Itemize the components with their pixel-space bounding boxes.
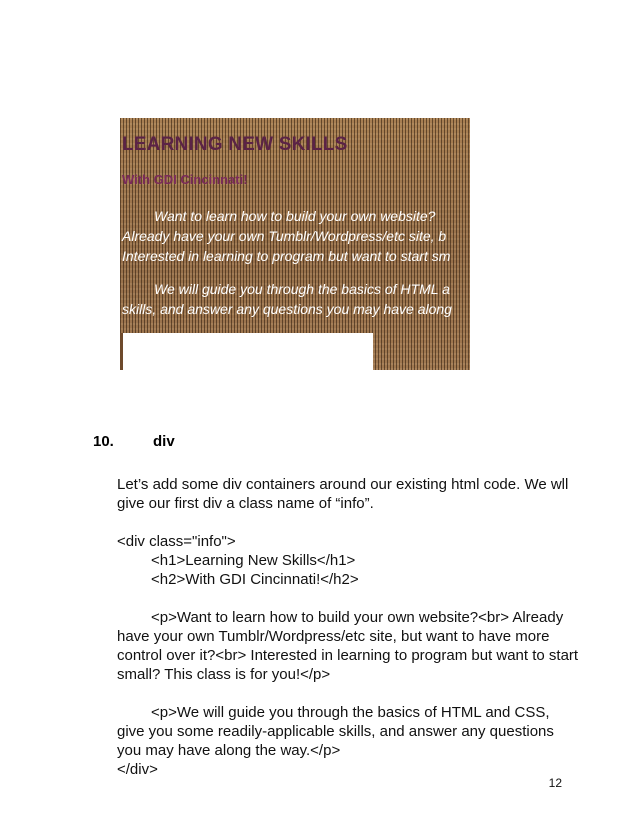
page-number: 12 [548,776,562,790]
code-p2-line-2: give you some readily-applicable skills, and answer any questions [117,723,554,740]
screenshot-p2-line-2: skills, and answer any questions you may have along [122,301,452,317]
code-p1-line-3: control over it?<br> Interested in learning to program but want to start [117,647,579,664]
code-div-open: <div class="info"> [117,533,236,550]
intro-line-1: Let’s add some div containers around our existing html code. We wll [117,476,569,493]
screenshot-p2-line-1: We will guide you through the basics of HTML a [154,281,450,297]
code-p1-line-4: small? This class is for you!</p> [117,666,331,683]
spacer [117,589,587,608]
code-p1-line-2: have your own Tumblr/Wordpress/etc site, but want to have more [117,628,550,645]
step-heading [93,433,175,450]
spacer [117,684,587,703]
code-h1: <h1>Learning New Skills</h1> [151,552,356,569]
screenshot-white-panel [120,333,373,370]
code-div-close: </div> [117,761,158,778]
screenshot-paragraph-1 [122,206,450,266]
screenshot-p1-line-1: Want to learn how to build your own website? [154,208,436,224]
code-p1-line-1: <p>Want to learn how to build your own website?<br> Already [151,609,564,626]
screenshot-p1-line-3: Interested in learning to program but want to start sm [122,248,451,264]
example-screenshot [120,118,470,370]
spacer [117,513,587,532]
step-number: 10. [93,433,114,450]
screenshot-p1-line-2: Already have your own Tumblr/Wordpress/etc site, b [122,228,447,244]
screenshot-subheading: With GDI Cincinnati! [122,172,248,187]
code-h2: <h2>With GDI Cincinnati!</h2> [151,571,359,588]
step-title: div [153,433,175,450]
code-p2-line-1: <p>We will guide you through the basics of HTML and CSS, [151,704,550,721]
code-p2-line-3: you may have along the way.</p> [117,742,341,759]
intro-line-2: give our first div a class name of “info”. [117,495,374,512]
step-body [117,475,587,779]
screenshot-paragraph-2 [122,279,452,319]
screenshot-heading: LEARNING NEW SKILLS [122,134,348,155]
